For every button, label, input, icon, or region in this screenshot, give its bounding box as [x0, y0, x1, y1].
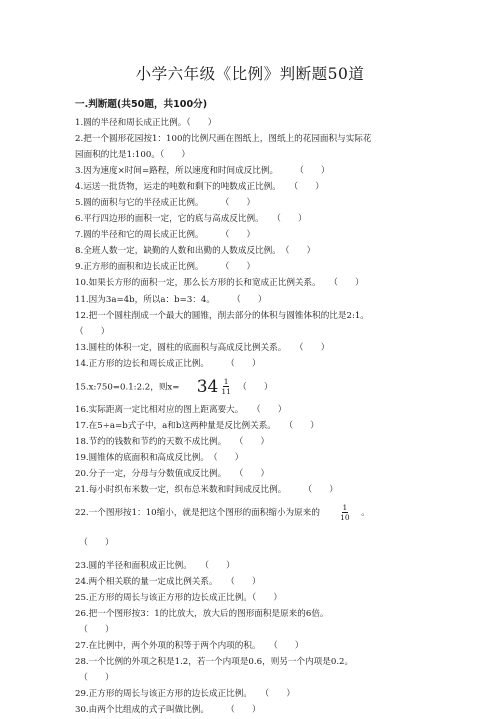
question-10: 10.如果长方形的面积一定，那么长方形的长和宽成正比例关系。 （ ） — [75, 278, 364, 289]
answer-blank[interactable]: （ ） — [225, 262, 256, 273]
question-14: 14.正方形的边长和周长成正比例。 （ ） — [75, 358, 261, 369]
question-26: 26.把一个图形按3：1的比放大，放大后的图形面积是原来的6倍。 — [75, 609, 329, 620]
answer-blank[interactable]: （ ） — [242, 382, 273, 393]
answer-blank[interactable]: （ ） — [333, 278, 364, 289]
question-26-cont — [75, 622, 435, 638]
answer-blank[interactable]: （ ） — [307, 484, 338, 495]
question-23: 23.圆的半径和面积成正比例。 （ ） — [75, 561, 235, 572]
question-19: 19.圆锥体的底面积和高成反比例。 （ ） — [75, 452, 244, 463]
answer-blank[interactable]: （ ） — [159, 150, 191, 161]
answer-blank[interactable]: （ ） — [225, 198, 256, 209]
question-2: 2.把一个圆形花园按1：100的比例尺画在图纸上，图纸上的花园面积与实际花 — [75, 134, 372, 145]
answer-blank[interactable]: （ ） — [75, 326, 110, 337]
fraction: $\frac{1}{11}$ — [221, 377, 231, 397]
question-21: 21.每小时织布米数一定，织布总米数和时间成反比例。 （ ） — [75, 484, 338, 495]
question-1: 1.圆的半径和周长成正比例。（ ） — [75, 118, 217, 128]
section-header: 一.判断题(共50题，共100分) — [75, 99, 208, 110]
answer-blank[interactable]: （ ） — [256, 404, 287, 415]
question-12-cont — [75, 324, 435, 340]
question-28: 28.一个比例的外项之积是1.2，若一个内项是0.6，则另一个内项是0.2。 — [75, 657, 354, 668]
mixed-number-whole: 34 — [196, 376, 219, 397]
question-6: 6.平行四边形的面积一定，它的底与高成反比例。 （ ） — [75, 214, 307, 225]
question-30: 30.由两个比组成的式子叫做比例。 （ ） — [75, 705, 261, 716]
answer-blank[interactable]: （ ） — [186, 118, 217, 128]
page-title: 小学六年级《比例》判断题50道 — [135, 65, 365, 83]
answer-blank[interactable]: （ ） — [204, 561, 235, 572]
question-3: 3.因为速度×时间=路程，所以速度和时间成反比例。 （ ） — [75, 166, 330, 177]
answer-blank[interactable]: （ ） — [83, 538, 114, 549]
question-9: 9.正方形的面积和边长成正比例。 （ ） — [75, 262, 256, 273]
question-17: 17.在5÷a=b式子中，a和b这两种量是反比例关系。 （ ） — [75, 420, 319, 431]
answer-blank[interactable]: （ ） — [288, 420, 319, 431]
question-4: 4.运送一批货物，运走的吨数和剩下的吨数成正比例。 （ ） — [75, 182, 324, 193]
question-2-cont: 园面积的比是1:100。（ ） — [75, 150, 191, 161]
answer-blank[interactable]: （ ） — [251, 593, 283, 604]
question-29: 29.正方形的周长与该正方形的边长成正比例。 （ ） — [75, 689, 295, 700]
answer-blank[interactable]: （ ） — [273, 641, 304, 652]
question-18: 18.节约的钱数和节约的天数不成比例。 （ ） — [75, 436, 270, 447]
question-12: 12.把一个圆柱削成一个最大的圆锥，削去部分的体积与圆锥体积的比是2:1。 — [75, 310, 369, 321]
question-22-cont — [75, 528, 435, 558]
answer-blank[interactable]: （ ） — [264, 689, 295, 700]
answer-blank[interactable]: （ ） — [230, 577, 261, 588]
question-24: 24.两个相关联的量一定成比例关系。 （ ） — [75, 577, 261, 588]
answer-blank[interactable]: （ ） — [236, 294, 267, 305]
question-25: 25.正方形的周长与该正方形的边长成正比例。（ ） — [75, 593, 283, 604]
answer-blank[interactable]: （ ） — [293, 182, 324, 193]
answer-blank[interactable]: （ ） — [285, 246, 316, 257]
question-27: 27.在比例中，两个外项的积等于两个内项的积。 （ ） — [75, 641, 304, 652]
question-list — [75, 115, 435, 719]
question-13: 13.圆柱的体积一定，圆柱的底面积与高成反比例关系。 （ ） — [75, 342, 330, 353]
answer-blank[interactable]: （ ） — [230, 705, 261, 716]
question-7: 7.圆的半径和它的周长成正比例。 （ ） — [75, 230, 256, 241]
answer-blank[interactable]: （ ） — [276, 214, 307, 225]
question-28-cont — [75, 670, 435, 686]
question-22: 22.一个图形按1：10缩小，就是把这个图形的面积缩小为原来的 $\frac{1}{10}$ 。 — [75, 503, 370, 523]
answer-blank[interactable]: （ ） — [239, 468, 270, 479]
answer-blank[interactable]: （ ） — [83, 673, 114, 684]
answer-blank[interactable]: （ ） — [239, 436, 270, 447]
answer-blank[interactable]: （ ） — [299, 342, 330, 353]
fraction: $\frac{1}{10}$ — [340, 503, 350, 523]
question-5: 5.圆的面积与它的半径成正比例。 （ ） — [75, 198, 256, 209]
question-16: 16.实际距离一定比相对应的图上距离要大。 （ ） — [75, 404, 287, 415]
question-20: 20.分子一定，分母与分数值成反比例。 （ ） — [75, 468, 270, 479]
answer-blank[interactable]: （ ） — [83, 625, 114, 636]
question-8: 8.全班人数一定，缺勤的人数和出勤的人数成反比例。 （ ） — [75, 246, 316, 257]
answer-blank[interactable]: （ ） — [225, 230, 256, 241]
answer-blank[interactable]: （ ） — [299, 166, 330, 177]
question-15: 15.x:750=0.1:2.2，则x= 34 $\frac{1}{11}$ （ ） — [75, 376, 273, 397]
answer-blank[interactable]: （ ） — [213, 452, 244, 463]
question-11: 11.因为3a=4b，所以a：b=3：4。 （ ） — [75, 294, 267, 305]
answer-blank[interactable]: （ ） — [230, 358, 261, 369]
